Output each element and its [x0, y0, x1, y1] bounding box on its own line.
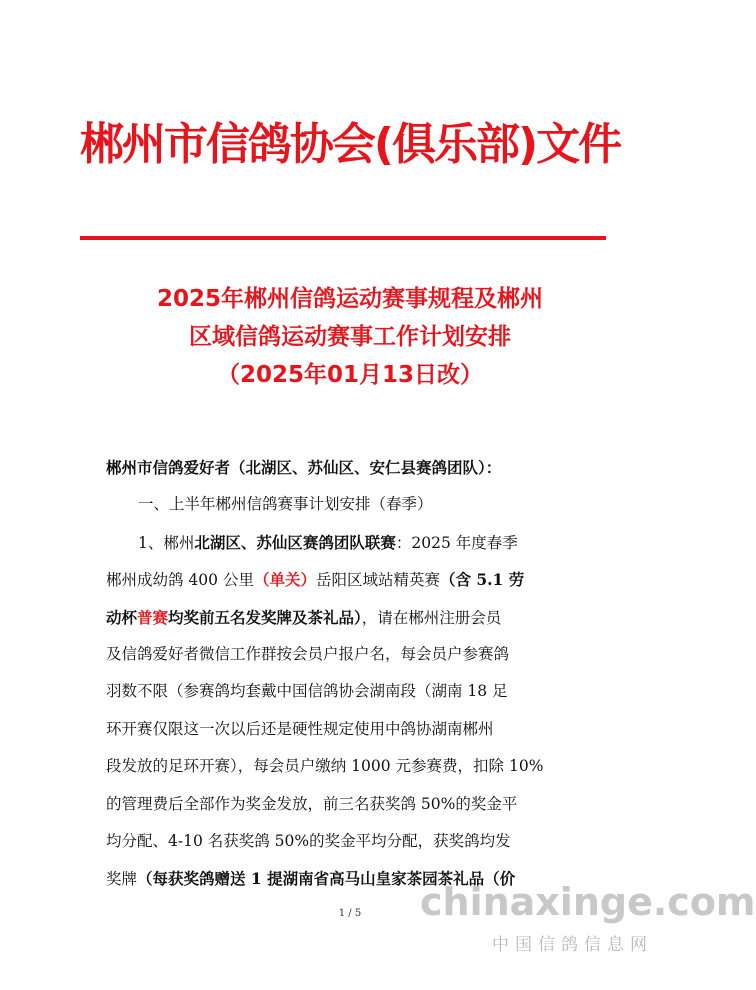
- para1-register: ，请在郴州注册会员: [361, 608, 502, 627]
- paragraph-1-line-2: [106, 561, 602, 598]
- paragraph-1-line-6: 环开赛仅限这一次以后还是硬性规定使用中鸽协湖南郴州: [106, 719, 494, 738]
- para1-general-race: 普赛: [137, 607, 169, 627]
- para1-awards: 均奖前五名发奖牌及茶礼品）: [168, 607, 362, 627]
- para1-race-name: 岳阳区域站精英赛: [315, 571, 440, 590]
- paragraph-1-line-1: [106, 524, 602, 561]
- document-title: [0, 280, 700, 394]
- section-heading-1: 一、上半年郴州信鸽赛事计划安排（春季）: [138, 495, 433, 514]
- paragraph-1-line-4: 及信鸽爱好者微信工作群按会员户报户名，每会员户参赛鸽: [106, 644, 510, 663]
- para1-distance: 郴州成幼鸽 400 公里: [106, 571, 254, 590]
- watermark-subtitle: 中国信鸽信息网: [492, 935, 653, 955]
- para1-tea-gift: （每获奖鸽赠送 1 提湖南省高马山皇家茶园茶礼品（价: [137, 869, 516, 889]
- para1-team-league: 北湖区、苏仙区赛鸽团队联赛: [194, 532, 396, 552]
- addressee-line: 郴州市信鸽爱好者（北湖区、苏仙区、安仁县赛鸽团队）：: [106, 458, 502, 477]
- paragraph-1-line-5: 羽数不限（参赛鸽均套戴中国信鸽协会湖南段（湖南 18 足: [106, 682, 508, 701]
- header-red-rule: [80, 236, 606, 240]
- paragraph-1-line-3: [106, 599, 602, 636]
- paragraph-1-line-7: 段发放的足环开赛），每会员户缴纳 1000 元参赛费，扣除 10%: [106, 757, 544, 776]
- document-body: [106, 449, 602, 898]
- page-number: 1 / 5: [338, 908, 362, 919]
- paragraph-1-line-8: 的管理费后全部作为奖金发放，前三名获奖鸽 50%的奖金平: [106, 794, 518, 813]
- para1-single-release: （单关）: [253, 570, 316, 590]
- watermark-logo-text: chinaxinge.com: [420, 880, 756, 924]
- para1-labor-cup: （含 5.1 劳: [439, 570, 525, 590]
- para1-cup: 动杯: [106, 607, 138, 627]
- document-title-line-3: （2025年01月13日改）: [216, 362, 484, 388]
- org-header-title: 郴州市信鸽协会(俱乐部)文件: [79, 119, 621, 170]
- para1-number: 1、郴州: [138, 533, 195, 552]
- paragraph-1-line-9: 均分配、4-10 名获奖鸽 50%的奖金平均分配，获奖鸽均发: [106, 831, 511, 850]
- document-title-line-1: 2025年郴州信鸽运动赛事规程及郴州: [156, 286, 543, 312]
- para1-medal: 奖牌: [106, 870, 138, 889]
- para1-season: ：2025 年度春季: [395, 533, 518, 552]
- document-title-line-2: 区域信鸽运动赛事工作计划安排: [189, 324, 511, 350]
